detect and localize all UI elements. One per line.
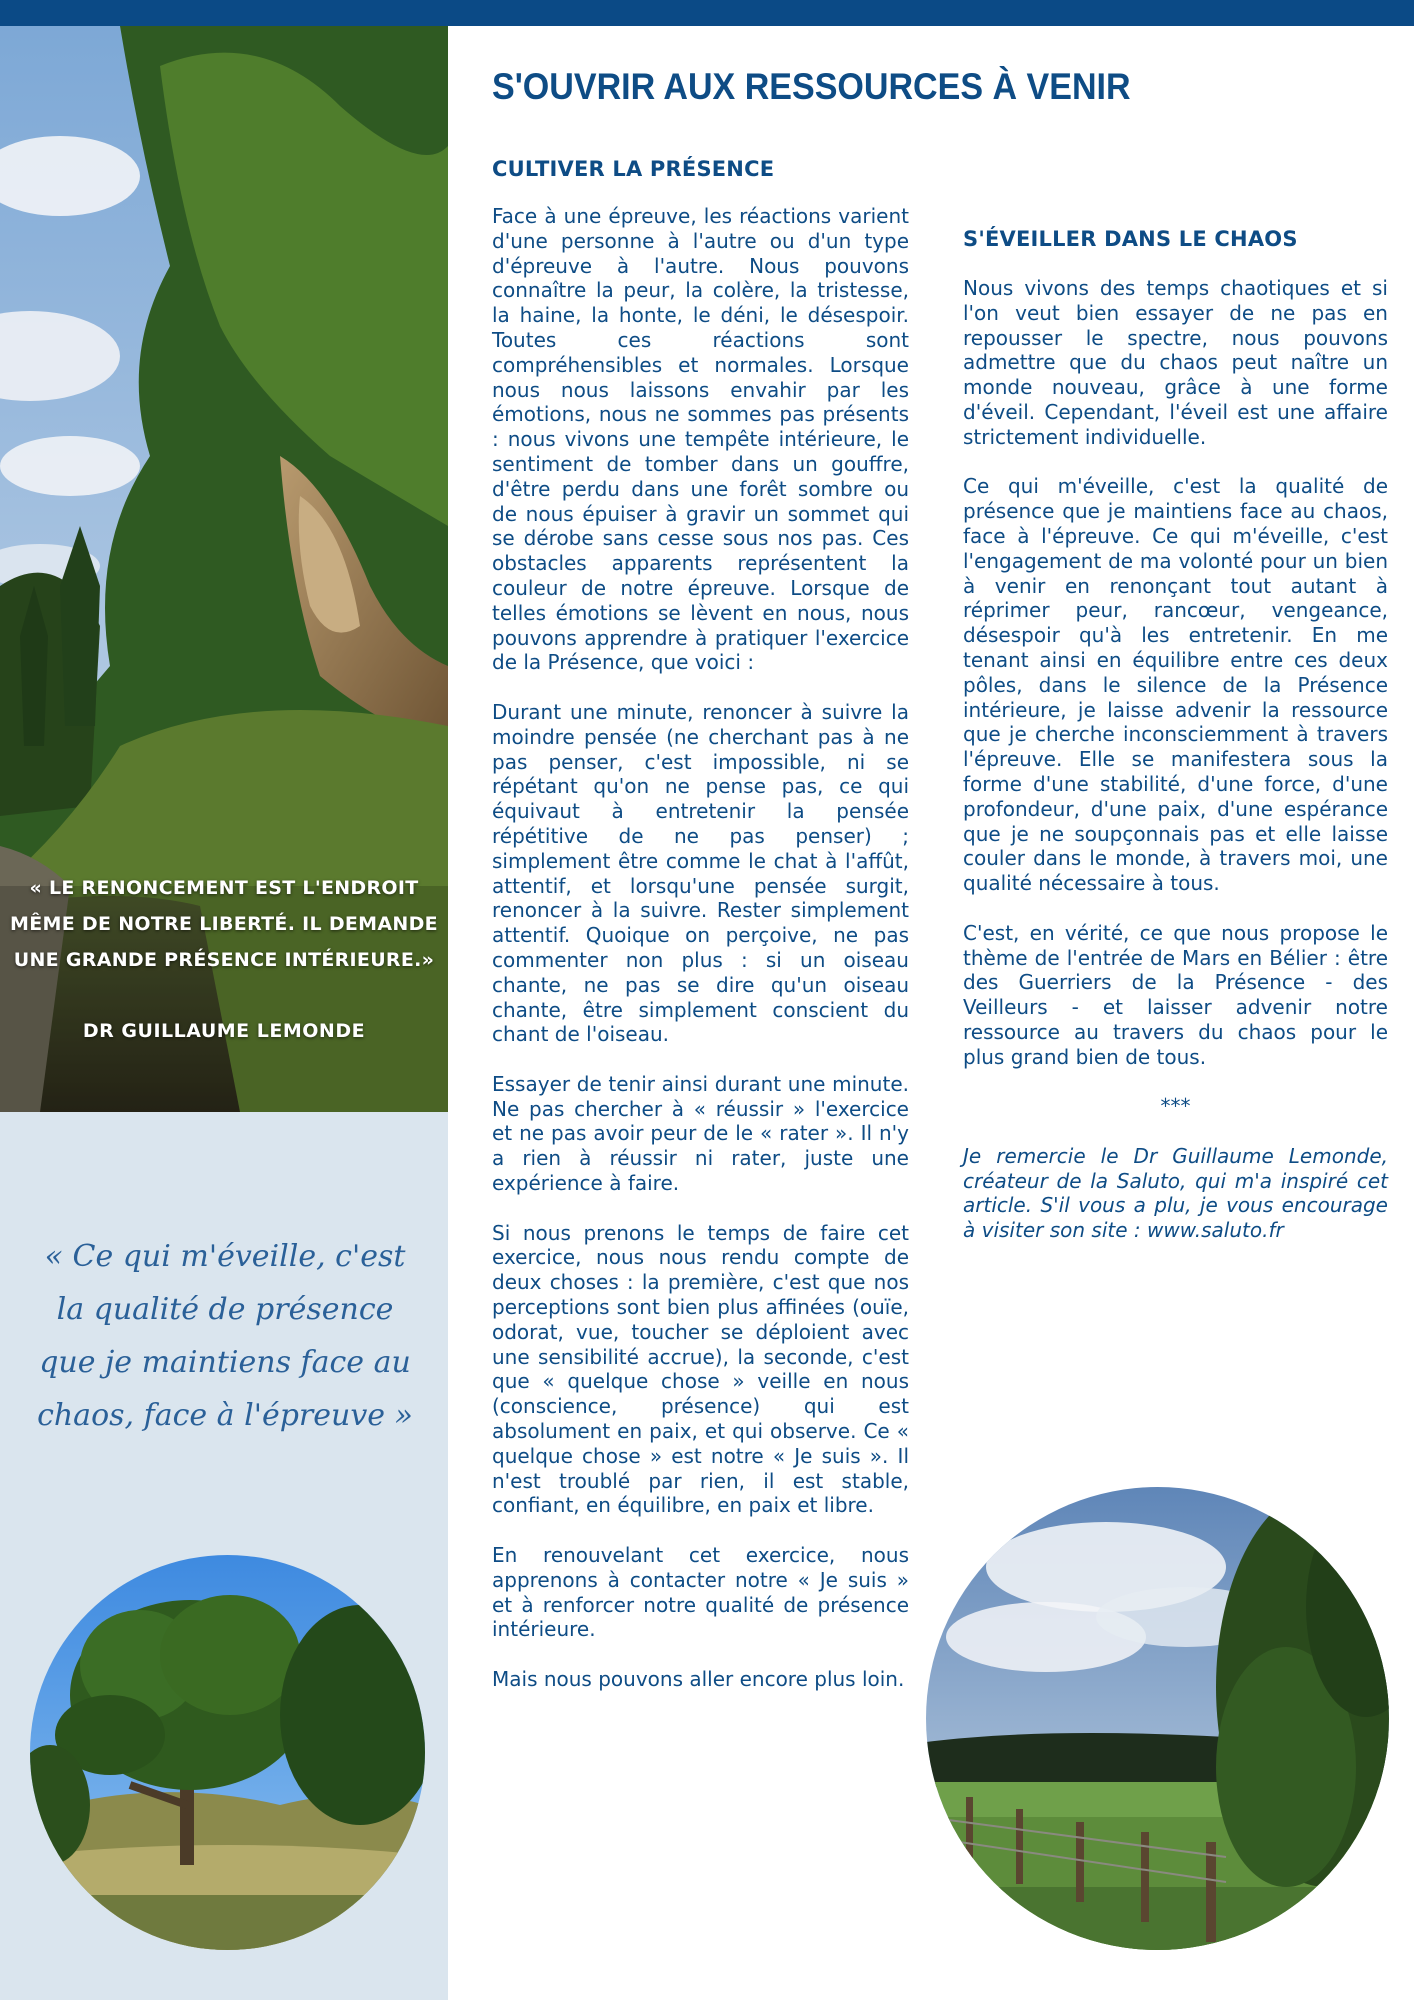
paragraph: C'est, en vérité, ce que nous propose le thème de l'entrée de Mars en Bélier : être des Guerriers de la Présence - des Veilleurs - et laisser advenir notre ressource au travers du chaos pour le plus grand bien de tous. [963,920,1388,1069]
page-title: S'OUVRIR AUX RESSOURCES À VENIR [492,66,1131,107]
column-cultiver-la-presence [492,156,909,1717]
paragraph: Face à une épreuve, les réactions varient d'une personne à l'autre ou d'un type d'épreuve à l'autre. Nous pouvons connaître la peur, la colère, la tristesse, la haine, la honte, le déni, le désespoir. Toutes ces réactions sont compréhensibles et normales. Lorsque nous nous laissons envahir par les émotions, nous ne sommes pas présents : nous vivons une tempête intérieure, le sentiment de tomber dans un gouffre, d'être perdu dans une forêt sombre ou de nous épuiser à gravir un sommet qui se dérobe sans cesse sous nos pas. Ces obstacles apparents représentent la couleur de notre épreuve. Lorsque de telles émotions se lèvent en nous, nous pouvons apprendre à pratiquer l'exercice de la Présence, que voici : [492,204,909,675]
paragraph: Nous vivons des temps chaotiques et si l'on veut bien essayer de ne pas en repousser le spectre, nous pouvons admettre que du chaos peut naître un monde nouveau, grâce à une forme d'éveil. Cependant, l'éveil est une affaire strictement individuelle. [963,276,1388,449]
pull-quote-author: DR GUILLAUME LEMONDE [82,1020,366,1042]
paragraph: Si nous prenons le temps de faire cet exercice, nous nous rendu compte de deux choses : la première, c'est que nos perceptions sont bien plus affinées (ouïe, odorat, vue, toucher se déploient avec une sensibilité accrue), la seconde, c'est que « quelque chose » veille en nous (conscience, présence) qui est absolument en paix, et qui observe. Ce « quelque chose » est notre « Je suis ». Il n'est troublé par rien, il est stable, confiant, en équilibre, en paix et libre. [492,1220,909,1518]
section-separator: *** [1160,1094,1191,1119]
oak-tree-photo [30,1555,425,1950]
field-fence-photo [926,1487,1389,1950]
paragraph: Ce qui m'éveille, c'est la qualité de présence que je maintiens face au chaos, face à l'épreuve. Ce qui m'éveille, c'est l'engagement de ma volonté pour un bien à venir en renonçant tout autant à réprimer peur, rancœur, vengeance, désespoir qu'à les entretenir. En me tenant ainsi en équilibre entre ces deux pôles, dans le silence de la Présence intérieure, je laisse advenir la ressource que je cherche inconsciemment à travers l'épreuve. Elle se manifestera sous la forme d'une stabilité, d'une force, d'une profondeur, d'une paix, d'une espérance que je ne soupçonnais pas et elle laisse couler dans le monde, à travers moi, une qualité nécessaire à tous. [963,474,1388,896]
paragraph: Essayer de tenir ainsi durant une minute. Ne pas chercher à « réussir » l'exercice et ne pas avoir peur de le « rater ». Il n'y a rien à réussir ni rater, juste une expérience à faire. [492,1071,909,1196]
section-heading: S'ÉVEILLER DANS LE CHAOS [963,227,1298,251]
acknowledgement: Je remercie le Dr Guillaume Lemonde, créateur de la Saluto, qui m'a inspiré cet article. S'il vous a plu, je vous encourage à visiter son site : www.saluto.fr [963,1143,1388,1243]
paragraph: Durant une minute, renoncer à suivre la moindre pensée (ne cherchant pas à ne pas penser, c'est impossible, ni se répétant qu'on ne pense pas, ce qui équivaut à entretenir la pensée répétitive de ne pas penser) ; simplement être comme le chat à l'affût, attentif, et lorsqu'une pensée surgit, renoncer à la suivre. Rester simplement attentif. Quoique on perçoive, ne pas commenter non plus : si un oiseau chante, ne pas se dire qu'un oiseau chante, être simplement conscient du chant de l'oiseau. [492,699,909,1047]
script-pull-quote: « Ce qui m'éveille, c'est la qualité de présence que je maintiens face au chaos, face à l'épreuve » [37,1239,413,1433]
paragraph: Mais nous pouvons aller encore plus loin. [492,1667,905,1692]
paragraph: En renouvelant cet exercice, nous apprenons à contacter notre « Je suis » et à renforcer notre qualité de présence intérieure. [492,1543,909,1642]
top-accent-bar [0,0,1414,26]
column-s-eveiller-dans-le-chaos [963,226,1388,1268]
section-heading: CULTIVER LA PRÉSENCE [492,157,775,181]
pull-quote-renoncement: « LE RENONCEMENT EST L'ENDROIT MÊME DE NOTRE LIBERTÉ. IL DEMANDE UNE GRANDE PRÉSENCE INTÉRIEURE.» [10,877,438,971]
